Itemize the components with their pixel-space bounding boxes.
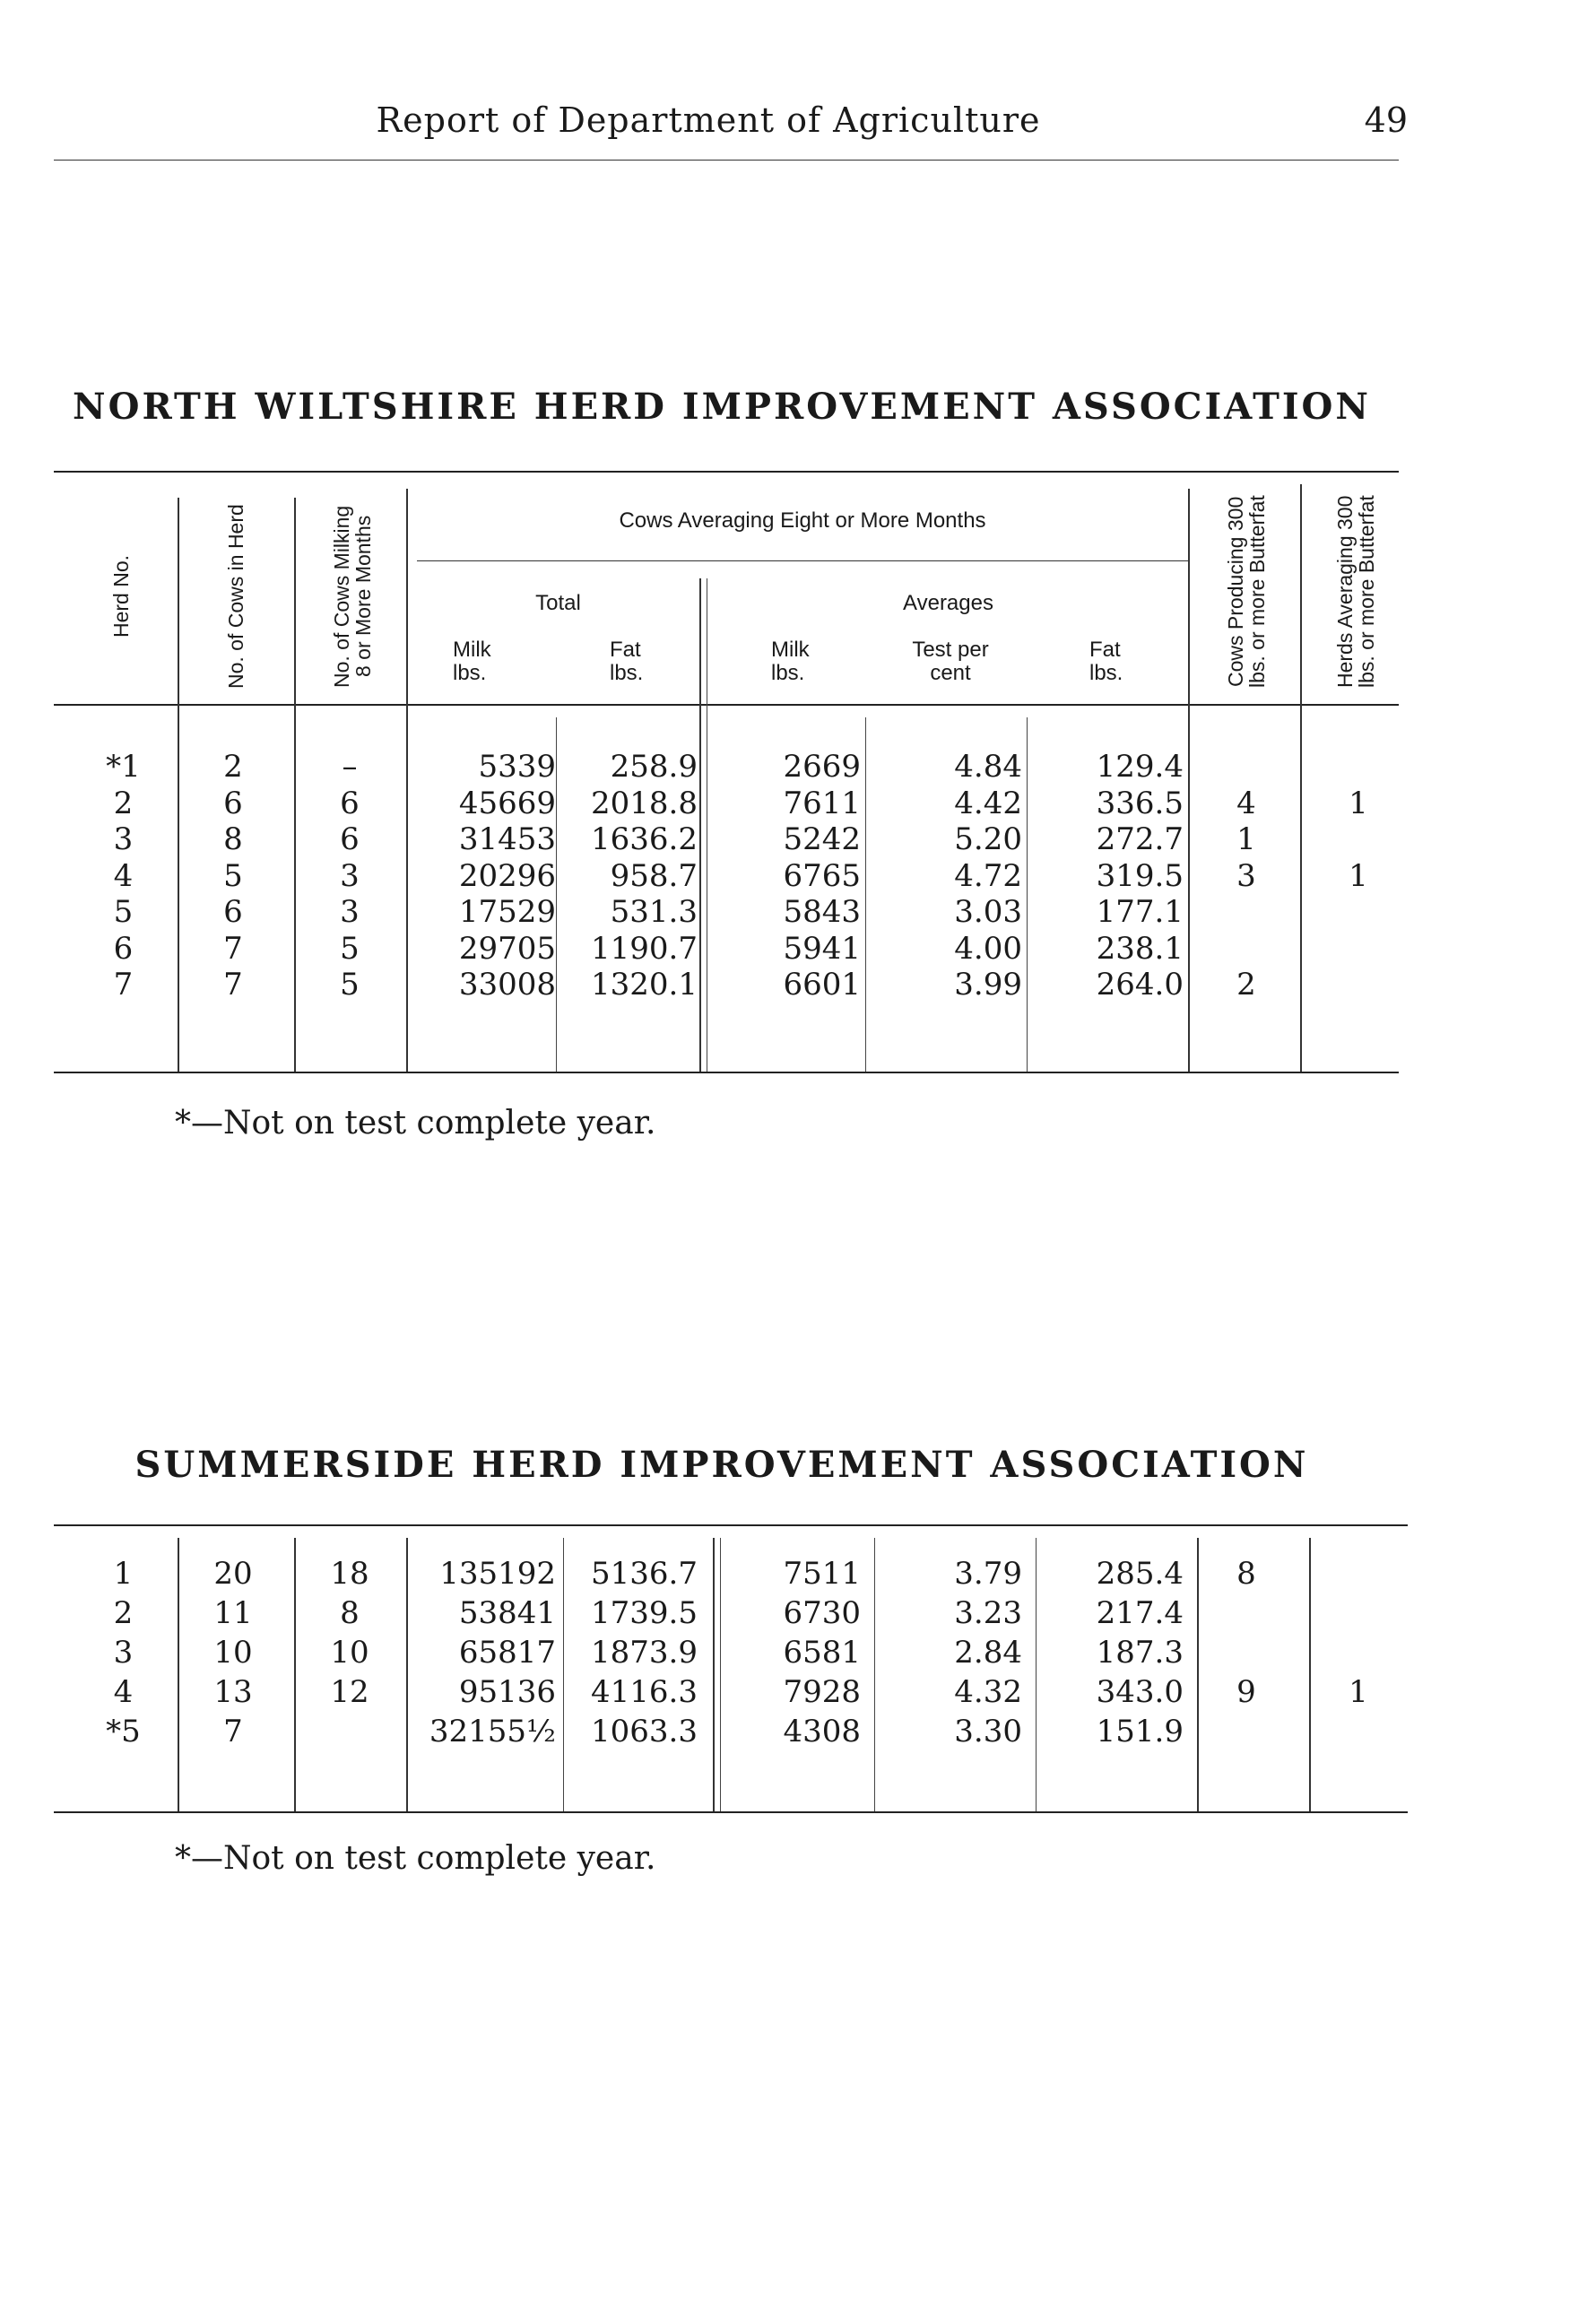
header-group: Cows Averaging Eight or More Months: [619, 508, 986, 533]
cell-milking: –: [342, 749, 358, 785]
cell-avg-fat: 285.4: [1096, 1556, 1184, 1592]
cell-herd: 1: [113, 1556, 134, 1592]
cell-test: 3.03: [954, 894, 1022, 930]
cell-cows: 11: [213, 1595, 253, 1631]
cell-avg-fat: 238.1: [1096, 930, 1184, 967]
cell-milking: 12: [330, 1674, 369, 1710]
cell-total-milk: 45669: [458, 785, 556, 821]
header-total-fat: Fat lbs.: [610, 638, 644, 685]
header-cows-milking: No. of Cows Milking 8 or More Months: [330, 505, 375, 688]
cell-test: 4.32: [954, 1674, 1022, 1710]
cell-cows: 2: [223, 749, 243, 785]
running-title: Report of Department of Agriculture: [376, 100, 1041, 140]
cell-avg-milk: 6730: [783, 1595, 861, 1631]
table-row: [0, 894, 1596, 930]
cell-avg-fat: 319.5: [1096, 857, 1184, 894]
nw-top-rule: [54, 471, 1399, 473]
header-avg-milk: Milk lbs.: [771, 638, 810, 685]
cell-herd: 3: [113, 821, 134, 857]
cell-milking: 5: [340, 930, 360, 967]
cell-cows: 13: [213, 1674, 253, 1710]
cell-total-fat: 1873.9: [591, 1635, 698, 1671]
cell-total-milk: 95136: [458, 1674, 556, 1710]
cell-test: 3.23: [954, 1595, 1022, 1631]
cell-herd: 5: [113, 894, 134, 930]
cell-total-milk: 33008: [458, 967, 556, 1003]
cell-avg-milk: 7928: [783, 1674, 861, 1710]
cell-avg-fat: 336.5: [1096, 785, 1184, 821]
cell-total-fat: 1739.5: [591, 1595, 698, 1631]
cell-total-milk: 65817: [458, 1635, 556, 1671]
cell-total-milk: 32155½: [429, 1714, 556, 1749]
page-number: 49: [1364, 100, 1408, 140]
table-row: [0, 821, 1596, 857]
cell-cows: 8: [223, 821, 243, 857]
cell-test: 3.79: [954, 1556, 1022, 1592]
cell-avg-fat: 151.9: [1096, 1714, 1184, 1749]
cell-milking: 6: [340, 785, 360, 821]
cell-herds-300: 1: [1349, 857, 1368, 894]
cell-avg-milk: 4308: [783, 1714, 861, 1749]
cell-cows-300: 2: [1236, 967, 1256, 1003]
header-test: Test per cent: [912, 638, 989, 685]
cell-milking: 18: [330, 1556, 369, 1592]
cell-herd: 4: [113, 857, 134, 894]
header-cows-in-herd: No. of Cows in Herd: [224, 504, 247, 689]
cell-avg-milk: 6581: [783, 1635, 861, 1671]
cell-test: 3.99: [954, 967, 1022, 1003]
table-row: [0, 931, 1596, 967]
cell-total-milk: 31453: [458, 821, 556, 857]
cell-cows: 10: [213, 1635, 253, 1671]
header-rule: [54, 160, 1399, 161]
table-row: [0, 858, 1596, 894]
header-avg-fat: Fat lbs.: [1089, 638, 1123, 685]
cell-milking: 10: [330, 1635, 369, 1671]
cell-test: 4.00: [954, 930, 1022, 967]
cell-total-milk: 17529: [458, 894, 556, 930]
table-row: [0, 1595, 1596, 1631]
nw-bottom-rule: [54, 1072, 1399, 1073]
cell-test: 4.84: [954, 749, 1022, 785]
cell-avg-milk: 6765: [783, 857, 861, 894]
cell-herd: *5: [106, 1714, 141, 1749]
cell-avg-milk: 2669: [783, 749, 861, 785]
cell-avg-fat: 343.0: [1096, 1674, 1184, 1710]
cell-total-fat: 5136.7: [591, 1556, 698, 1592]
cell-herd: 6: [113, 930, 134, 967]
cell-avg-milk: 7511: [783, 1556, 861, 1592]
summerside-title: SUMMERSIDE HERD IMPROVEMENT ASSOCIATION: [134, 1444, 1309, 1486]
cell-cows: 20: [213, 1556, 253, 1592]
cell-cows: 6: [223, 894, 243, 930]
cell-herd: 2: [113, 1595, 134, 1631]
header-total: Total: [535, 591, 581, 615]
cell-test: 4.72: [954, 857, 1022, 894]
cell-milking: 5: [340, 967, 360, 1003]
cell-avg-milk: 7611: [783, 785, 861, 821]
cell-total-milk: 135192: [439, 1556, 556, 1592]
table-row: [0, 1714, 1596, 1749]
cell-total-milk: 29705: [458, 930, 556, 967]
cell-cows: 7: [223, 1714, 243, 1749]
cell-herd: 7: [113, 967, 134, 1003]
cell-avg-fat: 129.4: [1096, 749, 1184, 785]
ss-top-rule: [54, 1524, 1408, 1526]
cell-herd: *1: [106, 749, 141, 785]
header-averages: Averages: [903, 591, 993, 615]
cell-avg-milk: 6601: [783, 967, 861, 1003]
nw-footnote: *—Not on test complete year.: [175, 1105, 656, 1142]
cell-avg-milk: 5843: [783, 894, 861, 930]
cell-milking: 3: [340, 894, 360, 930]
cell-total-fat: 1636.2: [591, 821, 698, 857]
cell-avg-milk: 5941: [783, 930, 861, 967]
cell-test: 2.84: [954, 1635, 1022, 1671]
cell-cows-300: 9: [1236, 1674, 1256, 1710]
table-row: [0, 1635, 1596, 1671]
nw-group-rule: [417, 560, 1188, 561]
table-row: [0, 1674, 1596, 1710]
cell-cows-300: 3: [1236, 857, 1256, 894]
cell-herd: 2: [113, 785, 134, 821]
table-row: [0, 1556, 1596, 1592]
cell-test: 3.30: [954, 1714, 1022, 1749]
cell-herds-300: 1: [1349, 785, 1368, 821]
table-row: [0, 786, 1596, 821]
cell-total-milk: 53841: [458, 1595, 556, 1631]
cell-herd: 3: [113, 1635, 134, 1671]
table-row: [0, 749, 1596, 785]
cell-total-milk: 20296: [458, 857, 556, 894]
cell-total-fat: 1320.1: [591, 967, 698, 1003]
cell-avg-fat: 177.1: [1096, 894, 1184, 930]
cell-cows: 5: [223, 857, 243, 894]
header-cows-producing: Cows Producing 300 lbs. or more Butterfat: [1224, 495, 1269, 689]
cell-cows-300: 1: [1236, 821, 1256, 857]
cell-herd: 4: [113, 1674, 134, 1710]
cell-avg-fat: 264.0: [1096, 967, 1184, 1003]
cell-total-milk: 5339: [478, 749, 556, 785]
cell-total-fat: 2018.8: [591, 785, 698, 821]
cell-cows-300: 4: [1236, 785, 1256, 821]
ss-bottom-rule: [54, 1811, 1408, 1813]
cell-test: 5.20: [954, 821, 1022, 857]
cell-avg-fat: 272.7: [1096, 821, 1184, 857]
header-herds-averaging: Herds Averaging 300 lbs. or more Butterfat: [1333, 495, 1378, 689]
cell-avg-fat: 187.3: [1096, 1635, 1184, 1671]
header-herd-no: Herd No.: [109, 554, 133, 638]
cell-cows: 7: [223, 967, 243, 1003]
cell-total-fat: 531.3: [610, 894, 698, 930]
nw-header-bottom-rule: [54, 704, 1399, 706]
cell-total-fat: 1190.7: [591, 930, 698, 967]
table-row: [0, 967, 1596, 1003]
cell-milking: 6: [340, 821, 360, 857]
cell-total-fat: 258.9: [610, 749, 698, 785]
north-wiltshire-title: NORTH WILTSHIRE HERD IMPROVEMENT ASSOCIATION: [73, 386, 1371, 428]
header-total-milk: Milk lbs.: [453, 638, 491, 685]
cell-herds-300: 1: [1349, 1674, 1368, 1710]
ss-footnote: *—Not on test complete year.: [175, 1840, 656, 1877]
cell-milking: 3: [340, 857, 360, 894]
cell-total-fat: 1063.3: [591, 1714, 698, 1749]
cell-total-fat: 4116.3: [591, 1674, 698, 1710]
cell-total-fat: 958.7: [610, 857, 698, 894]
cell-cows: 7: [223, 930, 243, 967]
cell-test: 4.42: [954, 785, 1022, 821]
cell-milking: 8: [340, 1595, 360, 1631]
cell-avg-fat: 217.4: [1096, 1595, 1184, 1631]
cell-cows-300: 8: [1236, 1556, 1256, 1592]
cell-avg-milk: 5242: [783, 821, 861, 857]
cell-cows: 6: [223, 785, 243, 821]
